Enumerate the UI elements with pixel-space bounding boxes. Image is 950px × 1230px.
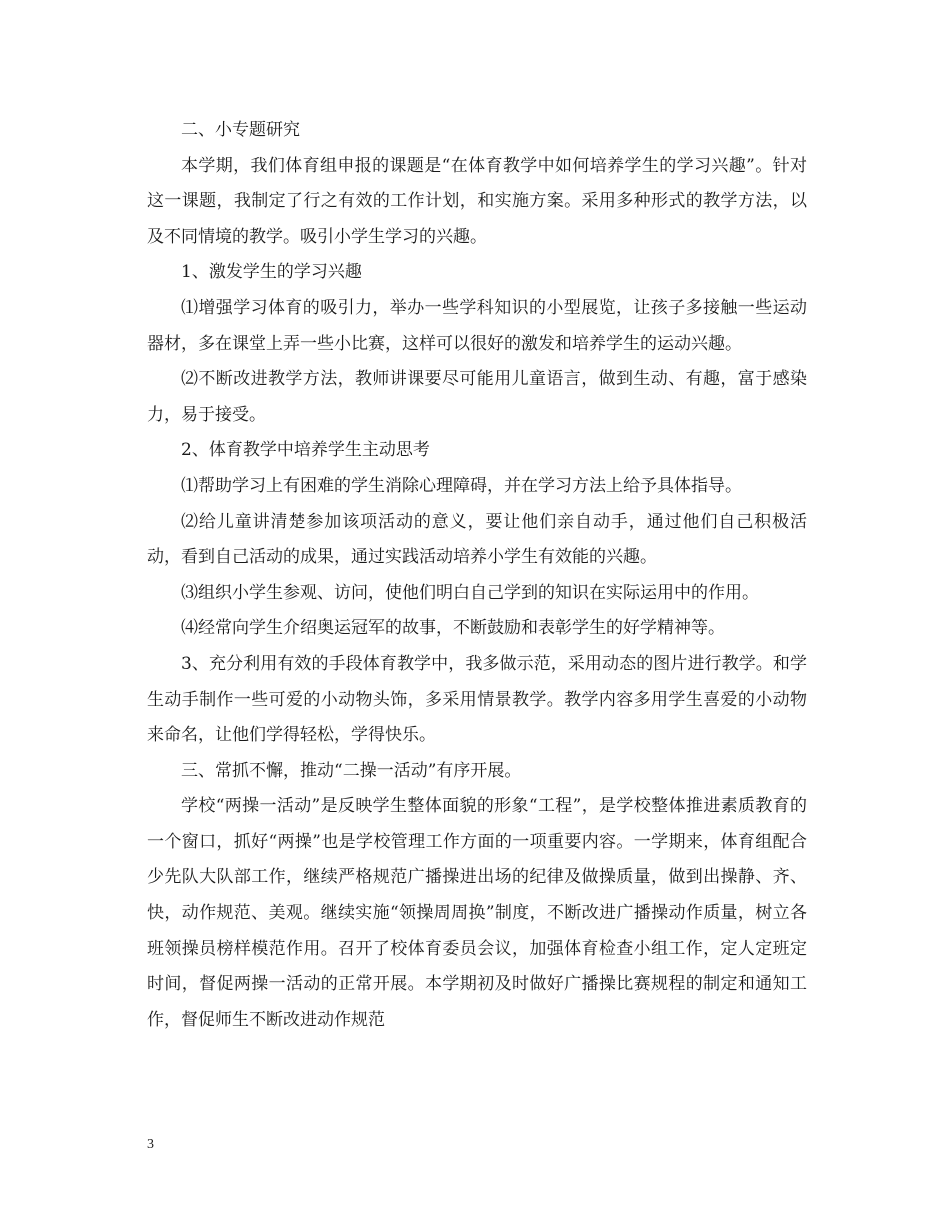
paragraph-methods: 3、充分利用有效的手段体育教学中，我多做示范，采用动态的图片进行教学。和学生动手制作一些可爱的小动物头饰，多采用情景教学。教学内容多用学生喜爱的小动物来命名，让他们学得轻松，学得快乐。 [147,653,807,746]
list-item-1-1: ⑴增强学习体育的吸引力，举办一些学科知识的小型展览，让孩子多接触一些运动器材，多在课堂上弄一些小比赛，这样可以很好的激发和培养学生的运动兴趣。 [147,297,807,354]
section-heading-research: 二、小专题研究 [181,120,300,140]
list-item-2-1: ⑴帮助学习上有困难的学生消除心理障碍，并在学习方法上给予具体指导。 [181,475,742,496]
list-item-2-2: ⑵给儿童讲清楚参加该项活动的意义，要让他们亲自动手，通过他们自己积极活动，看到自己活动的成果，通过实践活动培养小学生有效能的兴趣。 [147,511,807,568]
subheading-thinking: 2、体育教学中培养学生主动思考 [181,440,430,461]
subheading-interest: 1、激发学生的学习兴趣 [181,262,362,283]
list-item-2-3: ⑶组织小学生参观、访问，使他们明白自己学到的知识在实际运用中的作用。 [181,582,759,603]
document-body [147,113,807,1038]
paragraph-exercises: 学校“两操一活动”是反映学生整体面貌的形象“工程”，是学校整体推进素质教育的一个窗口，抓好“两操”也是学校管理工作方面的一项重要内容。一学期来，体育组配合少先队大队部工作，继续严格规范广播操进出场的纪律及做操质量，做到出操静、齐、快，动作规范、美观。继续实施“领操周周换”制度，不断改进广播操动作质量，树立各班领操员榜样模范作用。召开了校体育委员会议，加强体育检查小组工作，定人定班定时间，督促两操一活动的正常开展。本学期初及时做好广播操比赛规程的制定和通知工作，督促师生不断改进动作规范 [147,796,807,1030]
list-item-2-4: ⑷经常向学生介绍奥运冠军的故事，不断鼓励和表彰学生的好学精神等。 [181,618,725,639]
section-heading-exercises: 三、常抓不懈，推动“二操一活动”有序开展。 [181,760,522,781]
paragraph-intro: 本学期，我们体育组申报的课题是“在体育教学中如何培养学生的学习兴趣”。针对这一课题，我制定了行之有效的工作计划，和实施方案。采用多种形式的教学方法，以及不同情境的教学。吸引小学生学习的兴趣。 [147,155,807,247]
page-number: 3 [147,1137,154,1152]
list-item-1-2: ⑵不断改进教学方法，教师讲课要尽可能用儿童语言，做到生动、有趣，富于感染力，易于接受。 [147,369,807,425]
